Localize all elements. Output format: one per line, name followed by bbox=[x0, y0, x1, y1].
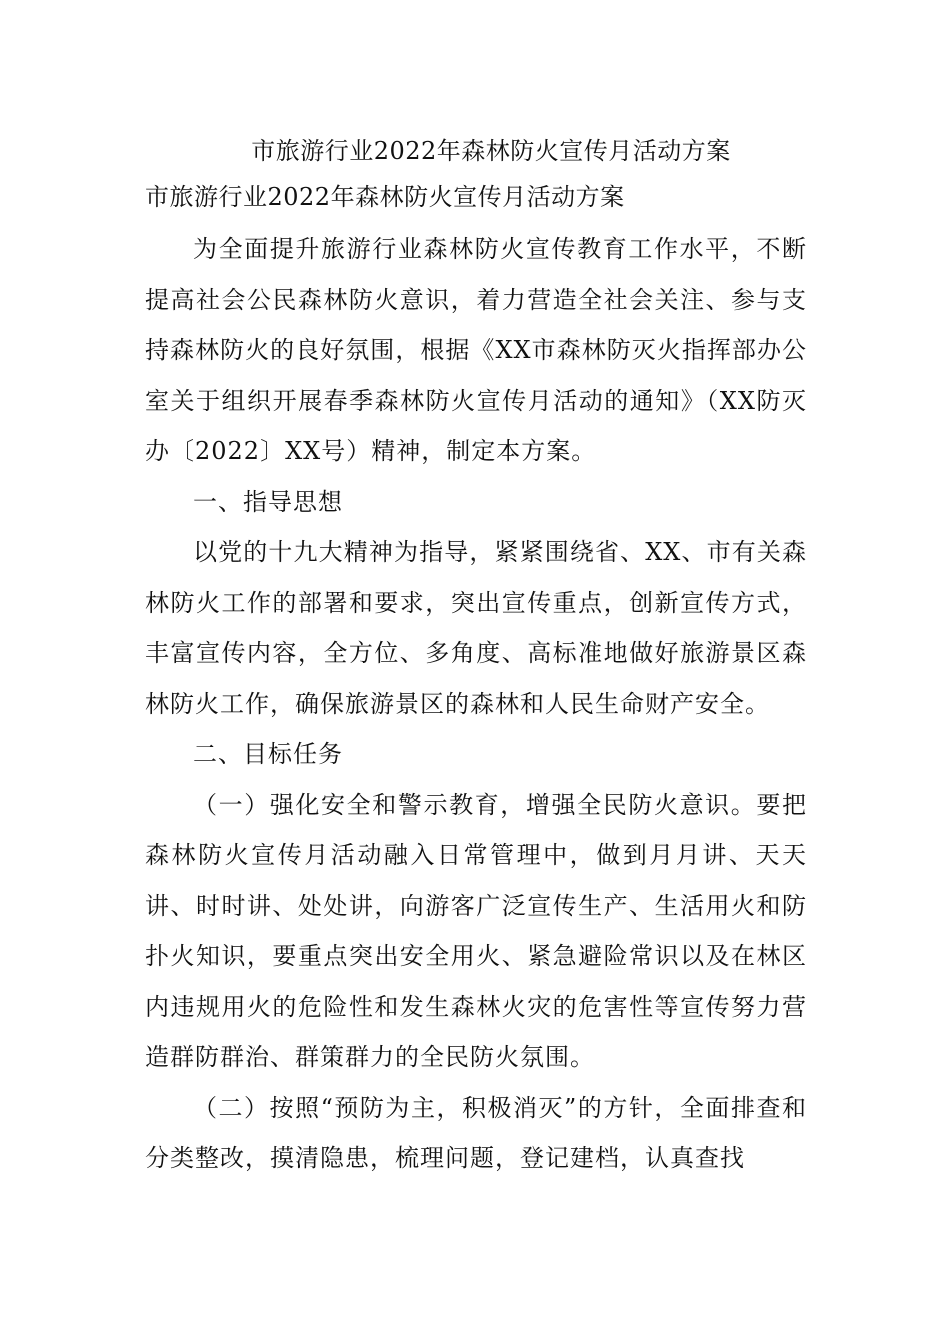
objective-item-1: （一）强化安全和警示教育，增强全民防火意识。要把森林防火宣传月活动融入日常管理中，做到月月讲、天天讲、时时讲、处处讲，向游客广泛宣传生产、生活用火和防扑火知识，要重点突出安全用火、紧急避险常识以及在林区内违规用火的危险性和发生森林火灾的危害性等宣传努力营造群防群治、群策群力的全民防火氛围。 bbox=[145, 790, 807, 1071]
document-title: 市旅游行业2022年森林防火宣传月活动方案 bbox=[251, 137, 731, 165]
section-heading-guiding-thought: 一、指导思想 bbox=[193, 487, 343, 516]
section-heading-objectives: 二、目标任务 bbox=[193, 740, 343, 768]
guiding-thought-paragraph: 以党的十九大精神为指导，紧紧围绕省、XX、市有关森林防火工作的部署和要求，突出宣传重点，创新宣传方式，丰富宣传内容，全方位、多角度、高标准地做好旅游景区森林防火工作，确保旅游景区的森林和人民生命财产安全。 bbox=[145, 538, 807, 718]
document-body bbox=[145, 128, 807, 1184]
document-subtitle: 市旅游行业2022年森林防火宣传月活动方案 bbox=[145, 183, 625, 211]
objective-item-2: （二）按照“预防为主，积极消灭”的方针，全面排查和分类整改，摸清隐患，梳理问题，登记建档，认真查找 bbox=[145, 1093, 807, 1172]
intro-paragraph: 为全面提升旅游行业森林防火宣传教育工作水平，不断提高社会公民森林防火意识，着力营造全社会关注、参与支持森林防火的良好氛围，根据《XX市森林防灭火指挥部办公室关于组织开展春季森林防火宣传月活动的通知》（XX防灭办〔2022〕XX号）精神，制定本方案。 bbox=[145, 235, 807, 465]
